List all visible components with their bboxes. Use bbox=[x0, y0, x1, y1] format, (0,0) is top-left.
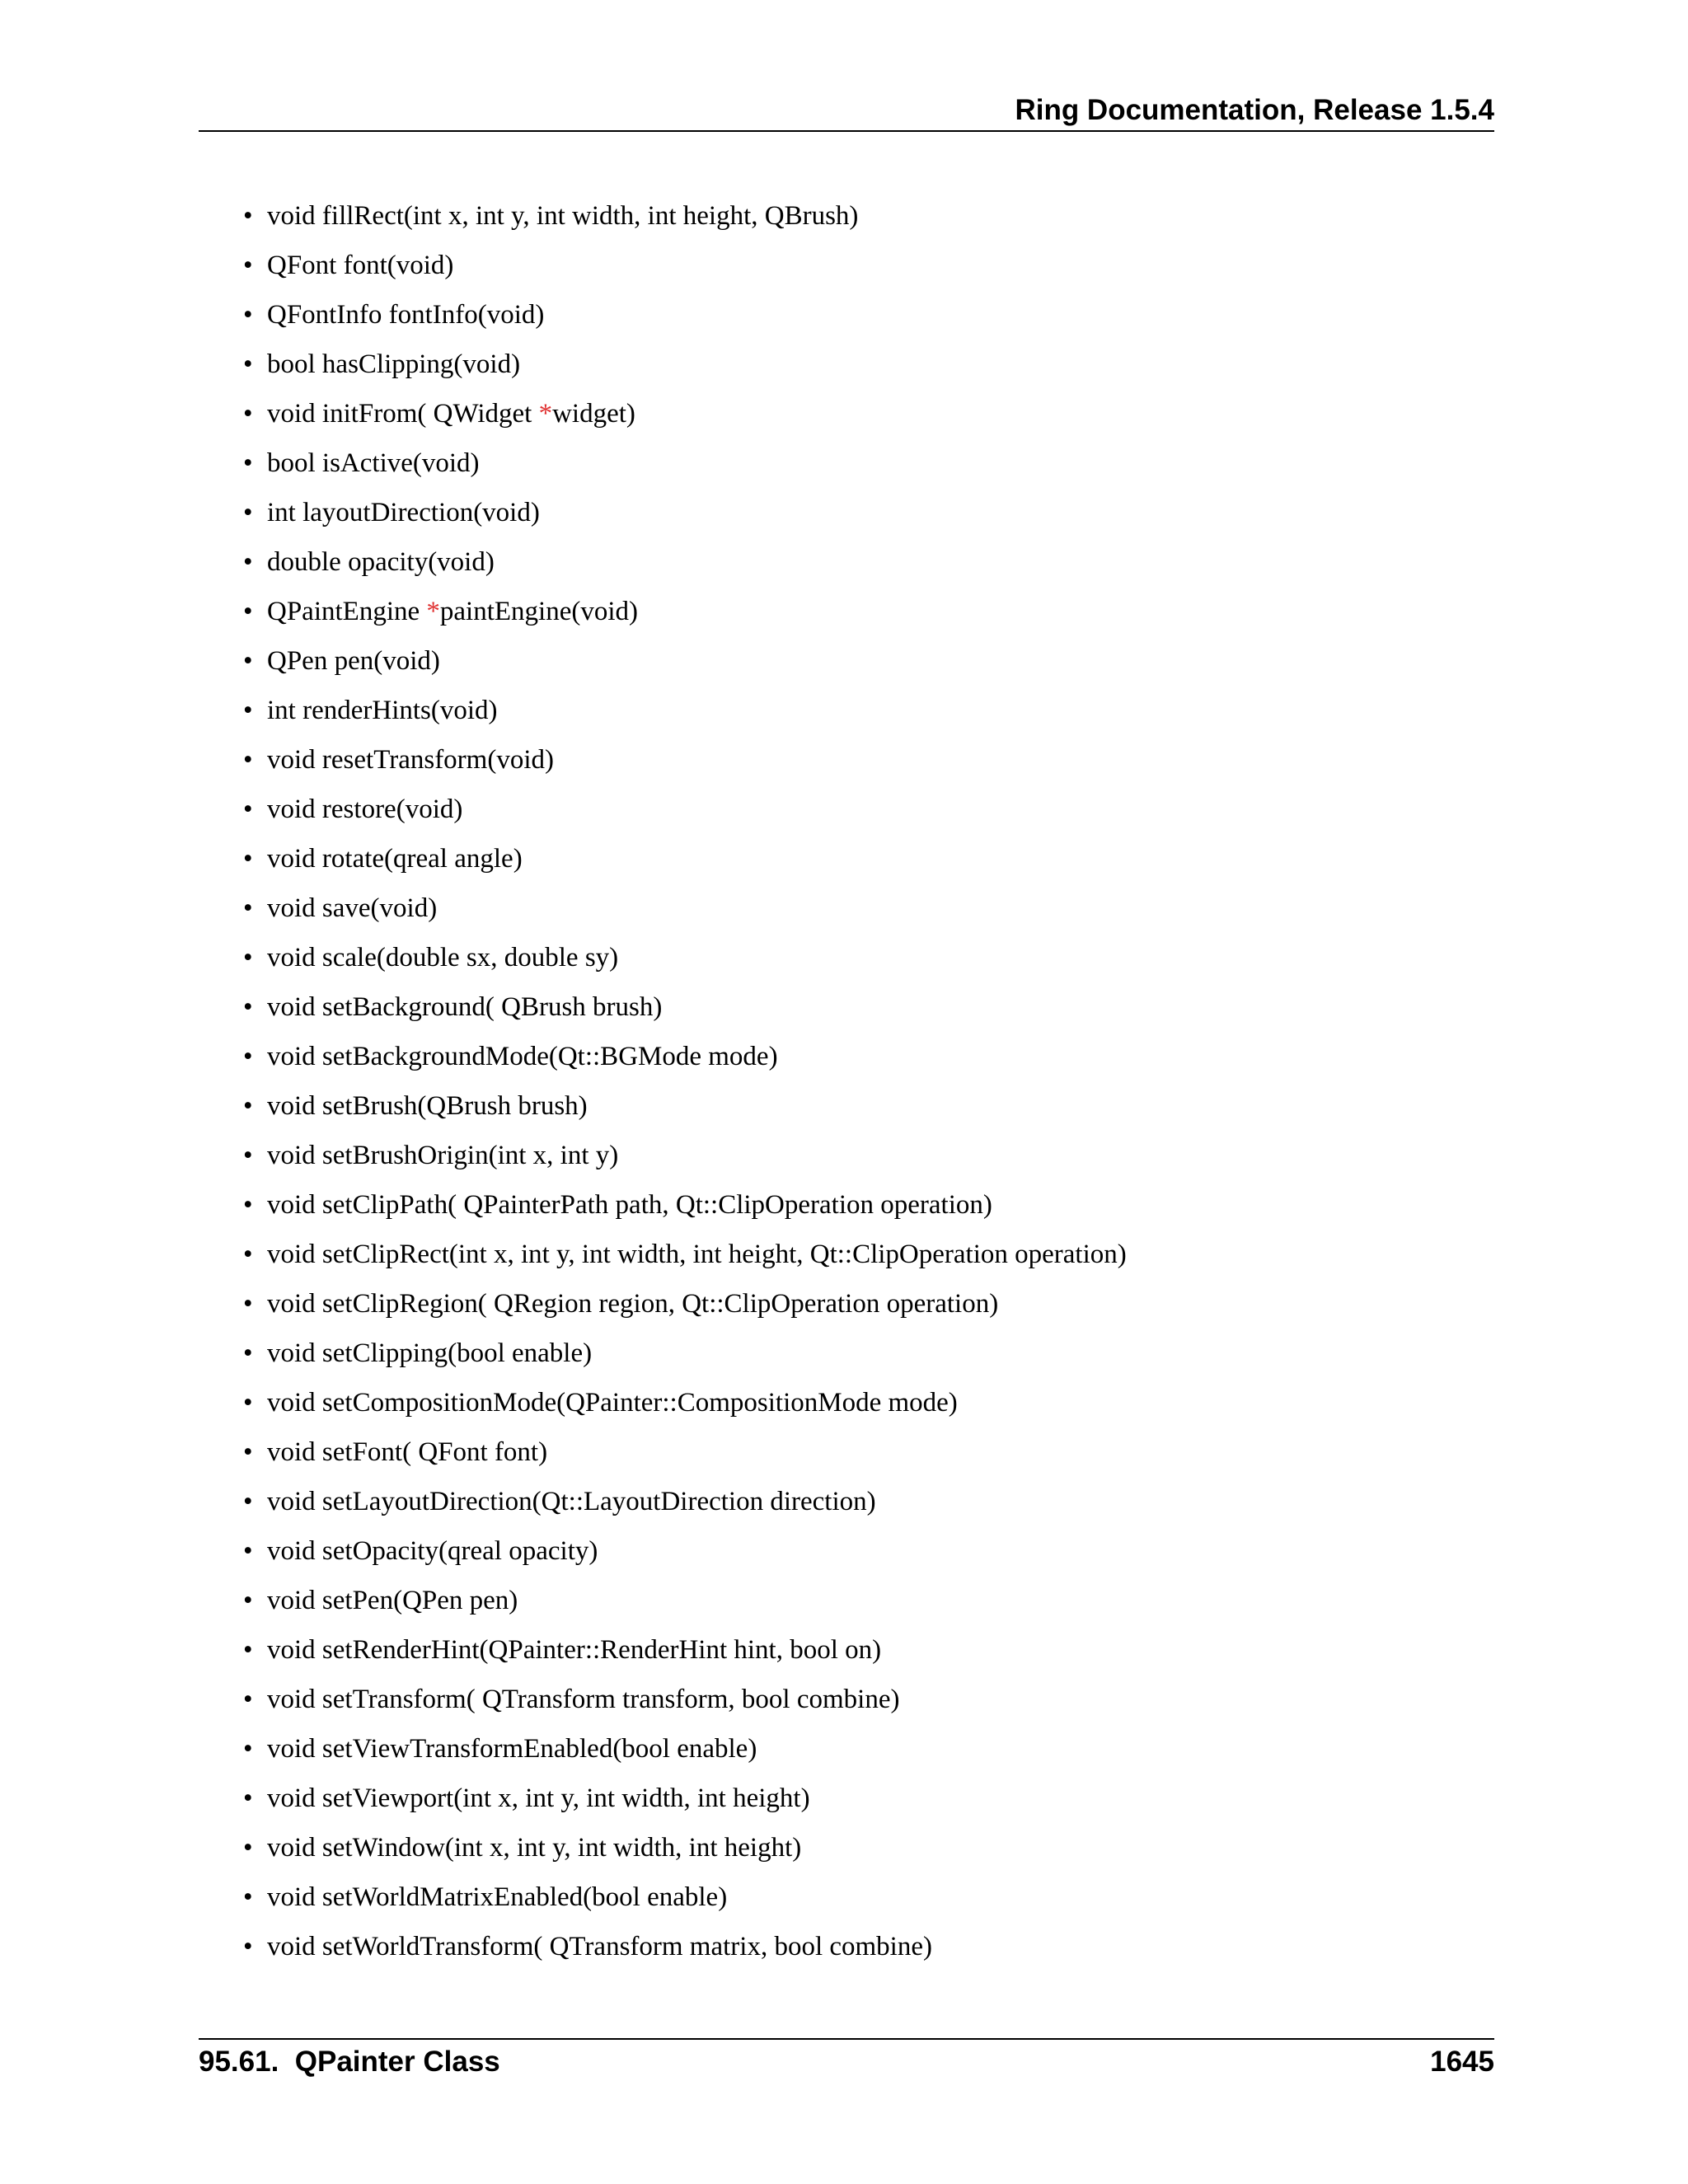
method-signature: void setViewport(int x, int y, int width, int height) bbox=[267, 1783, 810, 1813]
bullet-icon: • bbox=[243, 251, 253, 280]
list-item bbox=[0, 1386, 1127, 1436]
bullet-icon: • bbox=[243, 844, 253, 874]
method-signature: QPen pen(void) bbox=[267, 646, 440, 676]
bullet-icon: • bbox=[243, 1042, 253, 1071]
list-item bbox=[0, 1881, 1127, 1930]
bullet-icon: • bbox=[243, 646, 253, 676]
bullet-icon: • bbox=[243, 1487, 253, 1516]
list-item bbox=[0, 1436, 1127, 1485]
header-rule bbox=[199, 130, 1494, 132]
method-signature: void setFont( QFont font) bbox=[267, 1437, 548, 1467]
list-item bbox=[0, 892, 1127, 941]
bullet-icon: • bbox=[243, 1685, 253, 1714]
method-signature: void setOpacity(qreal opacity) bbox=[267, 1536, 598, 1566]
method-signature: void setBackgroundMode(Qt::BGMode mode) bbox=[267, 1042, 778, 1071]
method-signature: void setPen(QPen pen) bbox=[267, 1586, 518, 1615]
bullet-icon: • bbox=[243, 745, 253, 775]
list-item bbox=[0, 644, 1127, 694]
list-item bbox=[0, 1040, 1127, 1090]
method-signature: void setRenderHint(QPainter::RenderHint hint, bool on) bbox=[267, 1635, 882, 1665]
method-signature: void setBackground( QBrush brush) bbox=[267, 992, 663, 1022]
list-item bbox=[0, 1584, 1127, 1633]
list-item bbox=[0, 1930, 1127, 1980]
method-list bbox=[0, 199, 1127, 1980]
method-signature: bool isActive(void) bbox=[267, 448, 480, 478]
method-signature: QFont font(void) bbox=[267, 251, 454, 280]
list-item bbox=[0, 595, 1127, 644]
list-item bbox=[0, 1188, 1127, 1238]
bullet-icon: • bbox=[243, 448, 253, 478]
bullet-icon: • bbox=[243, 794, 253, 824]
method-signature: void setViewTransformEnabled(bool enable) bbox=[267, 1734, 757, 1764]
list-item bbox=[0, 298, 1127, 348]
bullet-icon: • bbox=[243, 943, 253, 972]
list-item bbox=[0, 743, 1127, 793]
bullet-icon: • bbox=[243, 1240, 253, 1269]
method-signature: void restore(void) bbox=[267, 794, 463, 824]
method-signature: void setTransform( QTransform transform, bool combine) bbox=[267, 1685, 900, 1714]
pointer-star: * bbox=[538, 399, 553, 429]
bullet-icon: • bbox=[243, 1536, 253, 1566]
bullet-icon: • bbox=[243, 893, 253, 923]
method-signature: void fillRect(int x, int y, int width, int height, QBrush) bbox=[267, 201, 859, 231]
bullet-icon: • bbox=[243, 1932, 253, 1961]
list-item bbox=[0, 496, 1127, 546]
bullet-icon: • bbox=[243, 349, 253, 379]
bullet-icon: • bbox=[243, 1338, 253, 1368]
bullet-icon: • bbox=[243, 1833, 253, 1863]
method-signature: int renderHints(void) bbox=[267, 696, 498, 725]
bullet-icon: • bbox=[243, 1388, 253, 1418]
list-item bbox=[0, 1090, 1127, 1139]
list-item bbox=[0, 397, 1127, 447]
bullet-icon: • bbox=[243, 498, 253, 527]
list-item bbox=[0, 1782, 1127, 1831]
method-signature: QPaintEngine bbox=[267, 597, 427, 626]
list-item bbox=[0, 1238, 1127, 1287]
method-signature: void setClipPath( QPainterPath path, Qt::ClipOperation operation) bbox=[267, 1190, 992, 1220]
bullet-icon: • bbox=[243, 1141, 253, 1170]
method-signature: void setWorldTransform( QTransform matrix, bool combine) bbox=[267, 1932, 932, 1961]
list-item bbox=[0, 941, 1127, 991]
list-item bbox=[0, 991, 1127, 1040]
method-signature: bool hasClipping(void) bbox=[267, 349, 521, 379]
method-signature: void setWorldMatrixEnabled(bool enable) bbox=[267, 1882, 728, 1912]
list-item bbox=[0, 1139, 1127, 1188]
bullet-icon: • bbox=[243, 399, 253, 429]
list-item bbox=[0, 1337, 1127, 1386]
method-signature: void setClipRegion( QRegion region, Qt::ClipOperation operation) bbox=[267, 1289, 999, 1319]
list-item bbox=[0, 249, 1127, 298]
bullet-icon: • bbox=[243, 1437, 253, 1467]
bullet-icon: • bbox=[243, 1190, 253, 1220]
list-item bbox=[0, 447, 1127, 496]
method-signature: double opacity(void) bbox=[267, 547, 495, 577]
bullet-icon: • bbox=[243, 1289, 253, 1319]
list-item bbox=[0, 546, 1127, 595]
method-signature: void scale(double sx, double sy) bbox=[267, 943, 619, 972]
method-signature: void rotate(qreal angle) bbox=[267, 844, 523, 874]
method-signature: void setWindow(int x, int y, int width, int height) bbox=[267, 1833, 802, 1863]
pointer-star: * bbox=[426, 597, 440, 626]
bullet-icon: • bbox=[243, 1635, 253, 1665]
method-signature: void save(void) bbox=[267, 893, 438, 923]
page-header-title: Ring Documentation, Release 1.5.4 bbox=[1015, 94, 1494, 126]
list-item bbox=[0, 199, 1127, 249]
method-signature: void setLayoutDirection(Qt::LayoutDirection direction) bbox=[267, 1487, 876, 1516]
method-signature: void setCompositionMode(QPainter::CompositionMode mode) bbox=[267, 1388, 958, 1418]
bullet-icon: • bbox=[243, 300, 253, 330]
method-signature: QFontInfo fontInfo(void) bbox=[267, 300, 545, 330]
method-signature: void initFrom( QWidget bbox=[267, 399, 539, 429]
page-number: 1645 bbox=[1430, 2046, 1494, 2078]
bullet-icon: • bbox=[243, 201, 253, 231]
list-item bbox=[0, 1485, 1127, 1535]
footer-section-title: 95.61. QPainter Class bbox=[199, 2046, 500, 2078]
list-item bbox=[0, 1633, 1127, 1683]
bullet-icon: • bbox=[243, 992, 253, 1022]
bullet-icon: • bbox=[243, 1586, 253, 1615]
method-signature: void setClipRect(int x, int y, int width, int height, Qt::ClipOperation operation) bbox=[267, 1240, 1127, 1269]
method-signature-rest: paintEngine(void) bbox=[439, 597, 639, 626]
method-signature: void setBrushOrigin(int x, int y) bbox=[267, 1141, 619, 1170]
method-signature-rest: widget) bbox=[552, 399, 635, 429]
method-signature: void resetTransform(void) bbox=[267, 745, 554, 775]
list-item bbox=[0, 793, 1127, 842]
list-item bbox=[0, 1683, 1127, 1732]
bullet-icon: • bbox=[243, 1091, 253, 1121]
bullet-icon: • bbox=[243, 696, 253, 725]
list-item bbox=[0, 694, 1127, 743]
list-item bbox=[0, 1287, 1127, 1337]
list-item bbox=[0, 348, 1127, 397]
bullet-icon: • bbox=[243, 547, 253, 577]
method-signature: void setClipping(bool enable) bbox=[267, 1338, 593, 1368]
method-signature: void setBrush(QBrush brush) bbox=[267, 1091, 588, 1121]
list-item bbox=[0, 1831, 1127, 1881]
bullet-icon: • bbox=[243, 1734, 253, 1764]
list-item bbox=[0, 1732, 1127, 1782]
bullet-icon: • bbox=[243, 1882, 253, 1912]
footer-rule bbox=[199, 2038, 1494, 2040]
list-item bbox=[0, 842, 1127, 892]
method-signature: int layoutDirection(void) bbox=[267, 498, 540, 527]
bullet-icon: • bbox=[243, 597, 253, 626]
bullet-icon: • bbox=[243, 1783, 253, 1813]
list-item bbox=[0, 1535, 1127, 1584]
